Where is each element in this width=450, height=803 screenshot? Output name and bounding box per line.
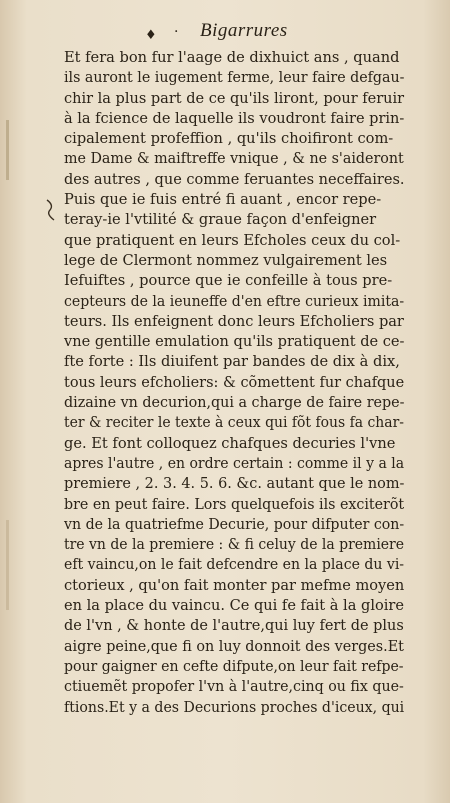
page-number: ♦ bbox=[145, 28, 157, 43]
text-line: Et fera bon fur l'aage de dixhuict ans , quand bbox=[64, 49, 400, 66]
text-line: que pratiquent en leurs Efcholes ceux du col- bbox=[64, 231, 401, 249]
text-line: chir la plus part de ce qu'ils liront, pour feruir bbox=[64, 89, 405, 107]
text-line: ctiuemẽt propofer l'vn à l'autre,cinq ou fix que- bbox=[64, 678, 404, 696]
marginal-bracket-mark bbox=[44, 199, 56, 221]
header-ornament: · bbox=[174, 24, 179, 40]
body-text bbox=[64, 48, 404, 718]
text-line: des autres , que comme feruantes neceffaires. bbox=[64, 170, 405, 188]
text-line: vn de la quatriefme Decurie, pour difputer con- bbox=[64, 515, 405, 533]
text-line: cipalement profeffion , qu'ils choifiront com- bbox=[64, 130, 394, 148]
text-line: apres l'autre , en ordre certain : comme il y a la bbox=[64, 454, 405, 472]
text-line: dizaine vn decurion,qui a charge de faire repe- bbox=[64, 394, 405, 412]
running-header bbox=[0, 18, 450, 46]
text-line: teurs. Ils enfeignent donc leurs Efcholiers par bbox=[64, 312, 404, 330]
text-line: tous leurs efcholiers: & cõmettent fur chafque bbox=[64, 373, 405, 391]
text-line: ter & reciter le texte à ceux qui fõt fous fa char- bbox=[64, 414, 404, 432]
text-line: lege de Clermont nommez vulgairement les bbox=[64, 251, 388, 269]
text-line: me Dame & maiftreffe vnique , & ne s'aideront bbox=[64, 150, 404, 168]
page-edge-stain bbox=[6, 120, 9, 180]
text-line: bre en peut faire. Lors quelquefois ils exciterõt bbox=[64, 495, 405, 513]
text-line: ils auront le iugement ferme, leur faire defgau- bbox=[64, 69, 405, 87]
text-line: cepteurs de la ieuneffe d'en eftre curieux imita- bbox=[64, 292, 405, 310]
text-line: tre vn de la premiere : & fi celuy de la premiere bbox=[64, 536, 405, 554]
text-line: ge. Et font colloquez chafques decuries l'vne bbox=[64, 434, 396, 452]
text-line: eft vaincu,on le fait defcendre en la place du vi- bbox=[64, 556, 405, 574]
text-line: en la place du vaincu. Ce qui fe fait à la gloire bbox=[64, 597, 404, 615]
text-line: ftions.Et y a des Decurions proches d'iceux, qui bbox=[64, 698, 405, 716]
text-line: pour gaigner en cefte difpute,on leur fait refpe- bbox=[64, 657, 404, 675]
text-line: vne gentille emulation qu'ils pratiquent de ce- bbox=[64, 333, 405, 351]
text-line: aigre peine,que fi on luy donnoit des verges.Et bbox=[64, 637, 404, 655]
page-edge-stain bbox=[6, 520, 9, 610]
text-line: teray-ie l'vtilité & graue façon d'enfeigner bbox=[64, 211, 377, 229]
text-line: Puis que ie fuis entré fi auant , encor repe- bbox=[64, 191, 382, 209]
text-line: fte forte : Ils diuifent par bandes de dix à dix, bbox=[64, 353, 400, 371]
text-line: à la fcience de laquelle ils voudront faire prin- bbox=[64, 109, 405, 127]
text-line: de l'vn , & honte de l'autre,qui luy fert de plus bbox=[64, 617, 404, 635]
text-line: Iefuiftes , pource que ie confeille à tous pre- bbox=[64, 272, 393, 290]
text-line: premiere , 2. 3. 4. 5. 6. &c. autant que le nom- bbox=[64, 475, 405, 493]
text-line: ctorieux , qu'on fait monter par mefme moyen bbox=[64, 576, 405, 594]
running-title: Bigarrures bbox=[200, 20, 288, 41]
